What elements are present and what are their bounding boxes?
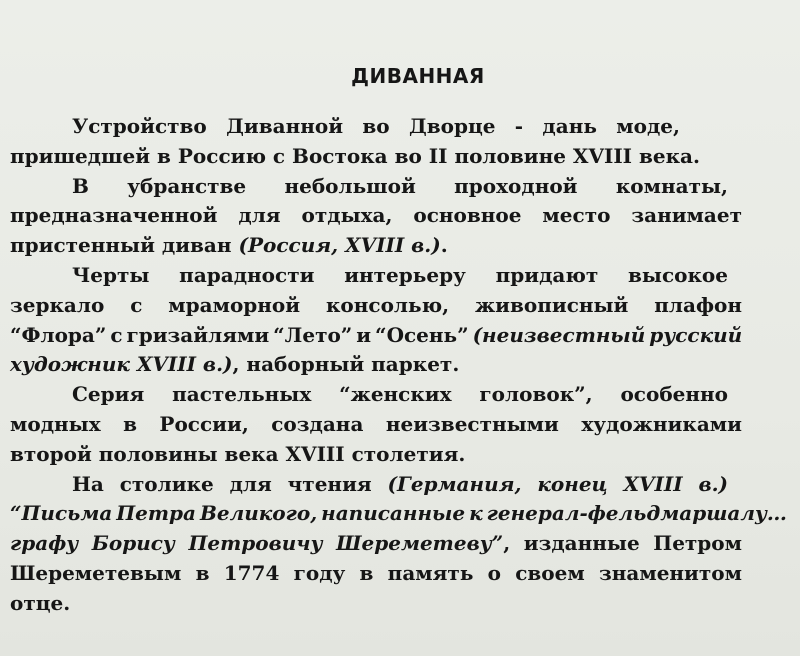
- paragraph-2-line-1: В убранстве небольшой проходной комнаты,: [72, 173, 728, 198]
- paragraph-2-line-3-text: пристенный диван: [10, 233, 239, 258]
- paragraph-3-line-1: Черты парадности интерьеру придают высокое: [72, 262, 728, 287]
- description-text: [0, 112, 800, 619]
- paragraph-5-line-1-text: На столике для чтения: [72, 471, 388, 496]
- paragraph-3-line-3-italic: (неизвестный русский: [472, 322, 743, 347]
- page-title: ДИВАННАЯ: [351, 64, 485, 88]
- paragraph-1-line-1: Устройство Диванной во Дворце - дань моде,: [72, 114, 680, 138]
- paragraph-3-line-3-text: “Флора” с гризайлями “Лето” и “Осень”: [10, 322, 473, 347]
- paragraph-3-line-4-italic: художник XVIII в.): [10, 352, 233, 377]
- paragraph-5-line-3: [0, 529, 768, 559]
- paragraph-5-line-3-italic: графу Борису Петровичу Шереметеву”: [10, 531, 504, 556]
- paragraph-3-line-4-text: , наборный паркет.: [232, 352, 460, 377]
- paragraph-4-line-1: Серия пастельных “женских головок”, особенно: [72, 382, 728, 407]
- paragraph-5-line-1: [0, 470, 768, 500]
- paragraph-3-line-4: [0, 350, 800, 380]
- paragraph-5-line-1-italic: (Германия, конец XVIII в.): [387, 471, 729, 496]
- paragraph-5-line-3-text: , изданные Петром: [503, 531, 743, 556]
- paragraph-4-line-2: модных в России, создана неизвестными художниками: [10, 411, 742, 436]
- paragraph-2-line-2: предназначенной для отдыха, основное место занимает: [10, 203, 742, 228]
- paragraph-5-line-4: Шереметевым в 1774 году в память о своем знаменитом: [10, 560, 742, 585]
- paragraph-3-line-2: зеркало с мраморной консолью, живописный плафон: [10, 292, 742, 317]
- paragraph-5-line-2: “Письма Петра Великого, написанные к генерал-фельдмаршалу…: [10, 501, 787, 526]
- paragraph-2-line-3-italic: (Россия, XVIII в.): [238, 233, 441, 258]
- paragraph-5-line-5: отце.: [10, 590, 71, 615]
- paragraph-2-line-3: [0, 231, 800, 261]
- paragraph-3-line-3: [0, 321, 768, 351]
- paragraph-1-line-2: пришедшей в Россию с Востока во II половине XVIII века.: [10, 143, 700, 168]
- paragraph-4-line-3: второй половины века XVIII столетия.: [10, 441, 466, 466]
- paragraph-2-line-3-tail: .: [440, 233, 448, 258]
